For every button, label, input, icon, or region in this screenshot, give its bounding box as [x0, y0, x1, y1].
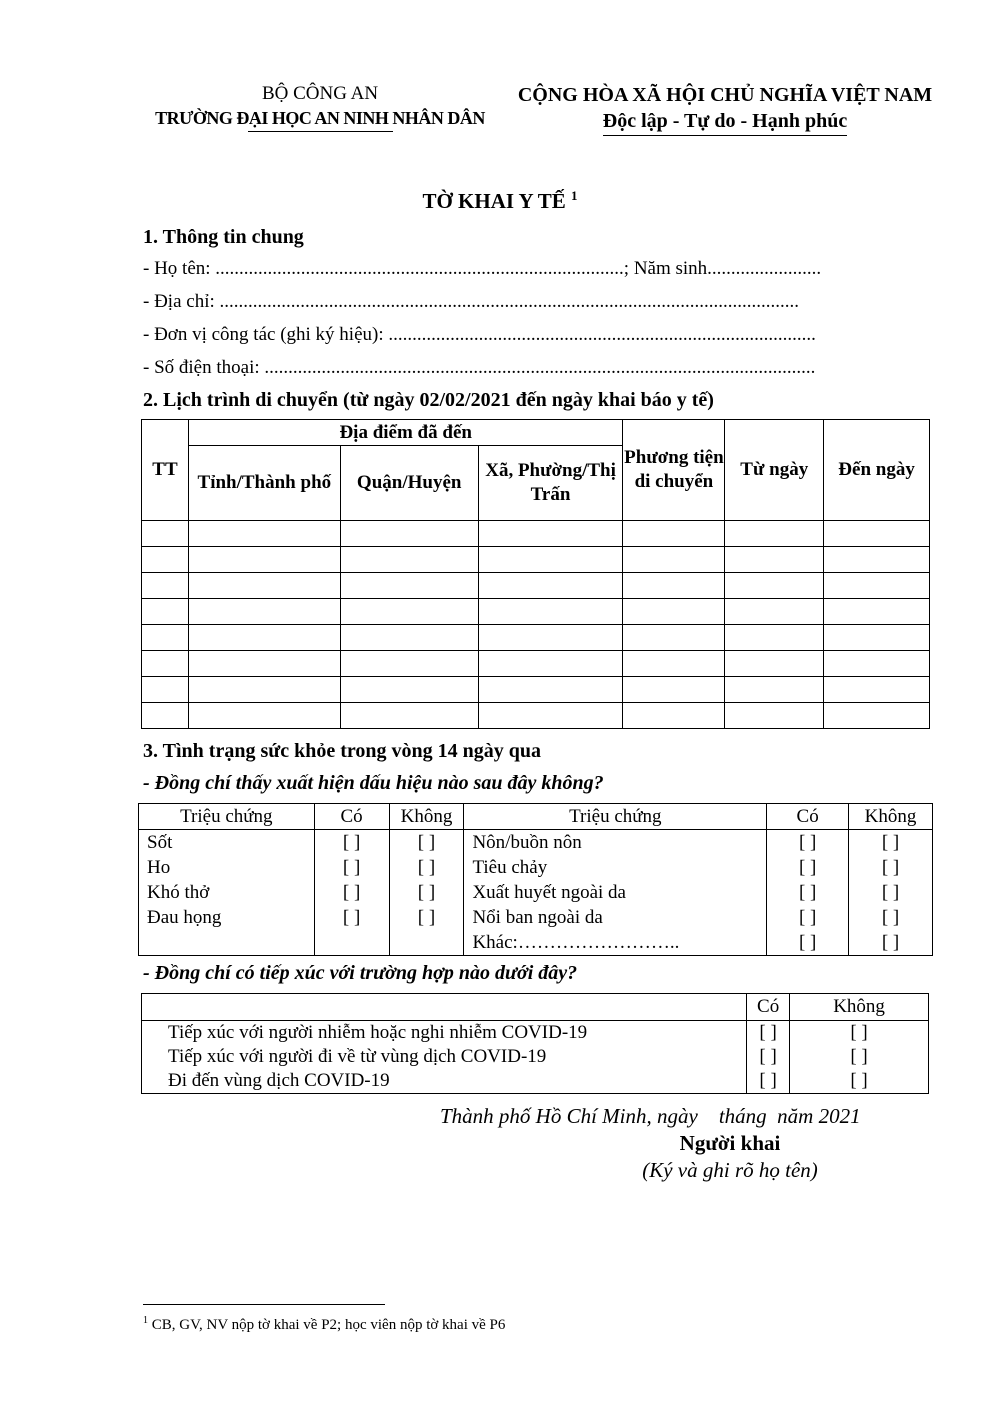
no-header-right: Không: [849, 804, 933, 830]
no-checkbox[interactable]: [ ]: [389, 830, 464, 856]
contact-row: [142, 1069, 929, 1094]
symptom-row: [139, 905, 933, 930]
table-row: [142, 703, 930, 729]
symptoms-question: - Đồng chí thấy xuất hiện dấu hiệu nào sau đây không?: [143, 772, 604, 794]
yes-header-right: Có: [767, 804, 849, 830]
symptom-label: Đau họng: [139, 905, 315, 930]
no-checkbox[interactable]: [ ]: [790, 1069, 929, 1094]
col-places: Địa điểm đã đến: [188, 420, 623, 446]
symptom-label: Tiêu chảy: [464, 855, 767, 880]
ministry-name: BỘ CÔNG AN: [261, 83, 379, 104]
col-district: Quận/Huyện: [340, 446, 478, 521]
yes-checkbox[interactable]: [ ]: [767, 855, 849, 880]
address-field-line[interactable]: - Địa chỉ: ..........................................................................................................................: [143, 291, 800, 312]
yes-header-left: Có: [314, 804, 389, 830]
no-checkbox[interactable]: [ ]: [849, 830, 933, 856]
contact-question: - Đồng chí có tiếp xúc với trường hợp nào dưới đây?: [143, 962, 578, 984]
signature-note: (Ký và ghi rõ họ tên): [642, 1158, 818, 1182]
form-title: [0, 188, 1000, 214]
yes-checkbox[interactable]: [ ]: [767, 880, 849, 905]
table-row: [142, 677, 930, 703]
empty-cell: [314, 930, 389, 956]
yes-checkbox[interactable]: [ ]: [767, 930, 849, 956]
no-checkbox[interactable]: [ ]: [389, 855, 464, 880]
no-checkbox[interactable]: [ ]: [790, 1021, 929, 1046]
contact-label: Đi đến vùng dịch COVID-19: [142, 1069, 747, 1094]
symptoms-table: [138, 803, 933, 956]
no-checkbox[interactable]: [ ]: [849, 930, 933, 956]
yes-checkbox[interactable]: [ ]: [747, 1021, 790, 1046]
symptom-row: [139, 930, 933, 956]
header-left: [130, 82, 510, 132]
symptom-label: [139, 930, 315, 956]
symptom-label: Nổi ban ngoài da: [464, 905, 767, 930]
header-left-rule: [248, 131, 393, 132]
col-from-date: Từ ngày: [725, 420, 824, 521]
col-ward: Xã, Phường/Thị Trấn: [478, 446, 623, 521]
symptom-other-label[interactable]: Khác:……………………..: [464, 930, 767, 956]
title-footnote-ref: 1: [571, 188, 578, 203]
symptom-header-right: Triệu chứng: [464, 804, 767, 830]
no-checkbox[interactable]: [ ]: [389, 905, 464, 930]
footnote-divider: [143, 1304, 385, 1305]
symptom-row: [139, 855, 933, 880]
table-row: [142, 547, 930, 573]
table-row: [142, 573, 930, 599]
col-transport: Phương tiện di chuyển: [623, 420, 725, 521]
yes-checkbox[interactable]: [ ]: [314, 830, 389, 856]
footnote-text: CB, GV, NV nộp tờ khai về P2; học viên nộp tờ khai về P6: [151, 1317, 506, 1333]
col-province: Tỉnh/Thành phố: [188, 446, 340, 521]
section3-heading: 3. Tình trạng sức khỏe trong vòng 14 ngày qua: [143, 740, 542, 762]
symptom-header-left: Triệu chứng: [139, 804, 315, 830]
form-title-text: TỜ KHAI Y TẾ: [422, 189, 566, 213]
table-row: [142, 599, 930, 625]
phone-field-line[interactable]: - Số điện thoại: ....................................................................................................................: [143, 357, 816, 378]
no-checkbox[interactable]: [ ]: [849, 855, 933, 880]
no-header-left: Không: [389, 804, 464, 830]
section1-heading: 1. Thông tin chung: [143, 226, 304, 248]
signer-title: Người khai: [679, 1131, 781, 1155]
footnote-ref: 1: [143, 1315, 148, 1326]
no-checkbox[interactable]: [ ]: [790, 1045, 929, 1069]
yes-checkbox[interactable]: [ ]: [314, 880, 389, 905]
table-row: [142, 651, 930, 677]
yes-checkbox[interactable]: [ ]: [767, 905, 849, 930]
travel-table: [141, 419, 930, 729]
col-tt: TT: [142, 420, 189, 521]
yes-checkbox[interactable]: [ ]: [767, 830, 849, 856]
unit-field-line[interactable]: - Đơn vị công tác (ghi ký hiệu): ..........................................................................................: [143, 324, 816, 345]
yes-checkbox[interactable]: [ ]: [314, 905, 389, 930]
no-checkbox[interactable]: [ ]: [389, 880, 464, 905]
symptom-label: Xuất huyết ngoài da: [464, 880, 767, 905]
yes-checkbox[interactable]: [ ]: [747, 1069, 790, 1094]
symptom-label: Nôn/buồn nôn: [464, 830, 767, 856]
no-checkbox[interactable]: [ ]: [849, 880, 933, 905]
contact-header-blank: [142, 994, 747, 1021]
contact-row: [142, 1021, 929, 1046]
table-row: [142, 625, 930, 651]
yes-checkbox[interactable]: [ ]: [314, 855, 389, 880]
motto: Độc lập - Tự do - Hạnh phúc: [603, 108, 847, 136]
col-to-date: Đến ngày: [824, 420, 930, 521]
yes-checkbox[interactable]: [ ]: [747, 1045, 790, 1069]
header-right: [505, 82, 945, 136]
symptom-label: Ho: [139, 855, 315, 880]
place-date: Thành phố Hồ Chí Minh, ngày tháng năm 2021: [440, 1104, 861, 1128]
name-field-line[interactable]: - Họ tên: ......................................................................................; Năm sinh........................: [143, 258, 822, 279]
footnote: [143, 1315, 505, 1334]
symptom-row: [139, 880, 933, 905]
no-checkbox[interactable]: [ ]: [849, 905, 933, 930]
contact-label: Tiếp xúc với người đi về từ vùng dịch COVID-19: [142, 1045, 747, 1069]
contact-yes-header: Có: [747, 994, 790, 1021]
contact-row: [142, 1045, 929, 1069]
contact-no-header: Không: [790, 994, 929, 1021]
symptom-label: Khó thở: [139, 880, 315, 905]
table-row: [142, 521, 930, 547]
contact-table: [141, 993, 929, 1094]
section2-heading: 2. Lịch trình di chuyển (từ ngày 02/02/2021 đến ngày khai báo y tế): [143, 389, 714, 411]
empty-cell: [389, 930, 464, 956]
symptom-label: Sốt: [139, 830, 315, 856]
school-name: TRƯỜNG ĐẠI HỌC AN NINH NHÂN DÂN: [155, 108, 485, 128]
contact-label: Tiếp xúc với người nhiễm hoặc nghi nhiễm COVID-19: [142, 1021, 747, 1046]
republic-name: CỘNG HÒA XÃ HỘI CHỦ NGHĨA VIỆT NAM: [517, 84, 933, 106]
symptom-row: [139, 830, 933, 856]
